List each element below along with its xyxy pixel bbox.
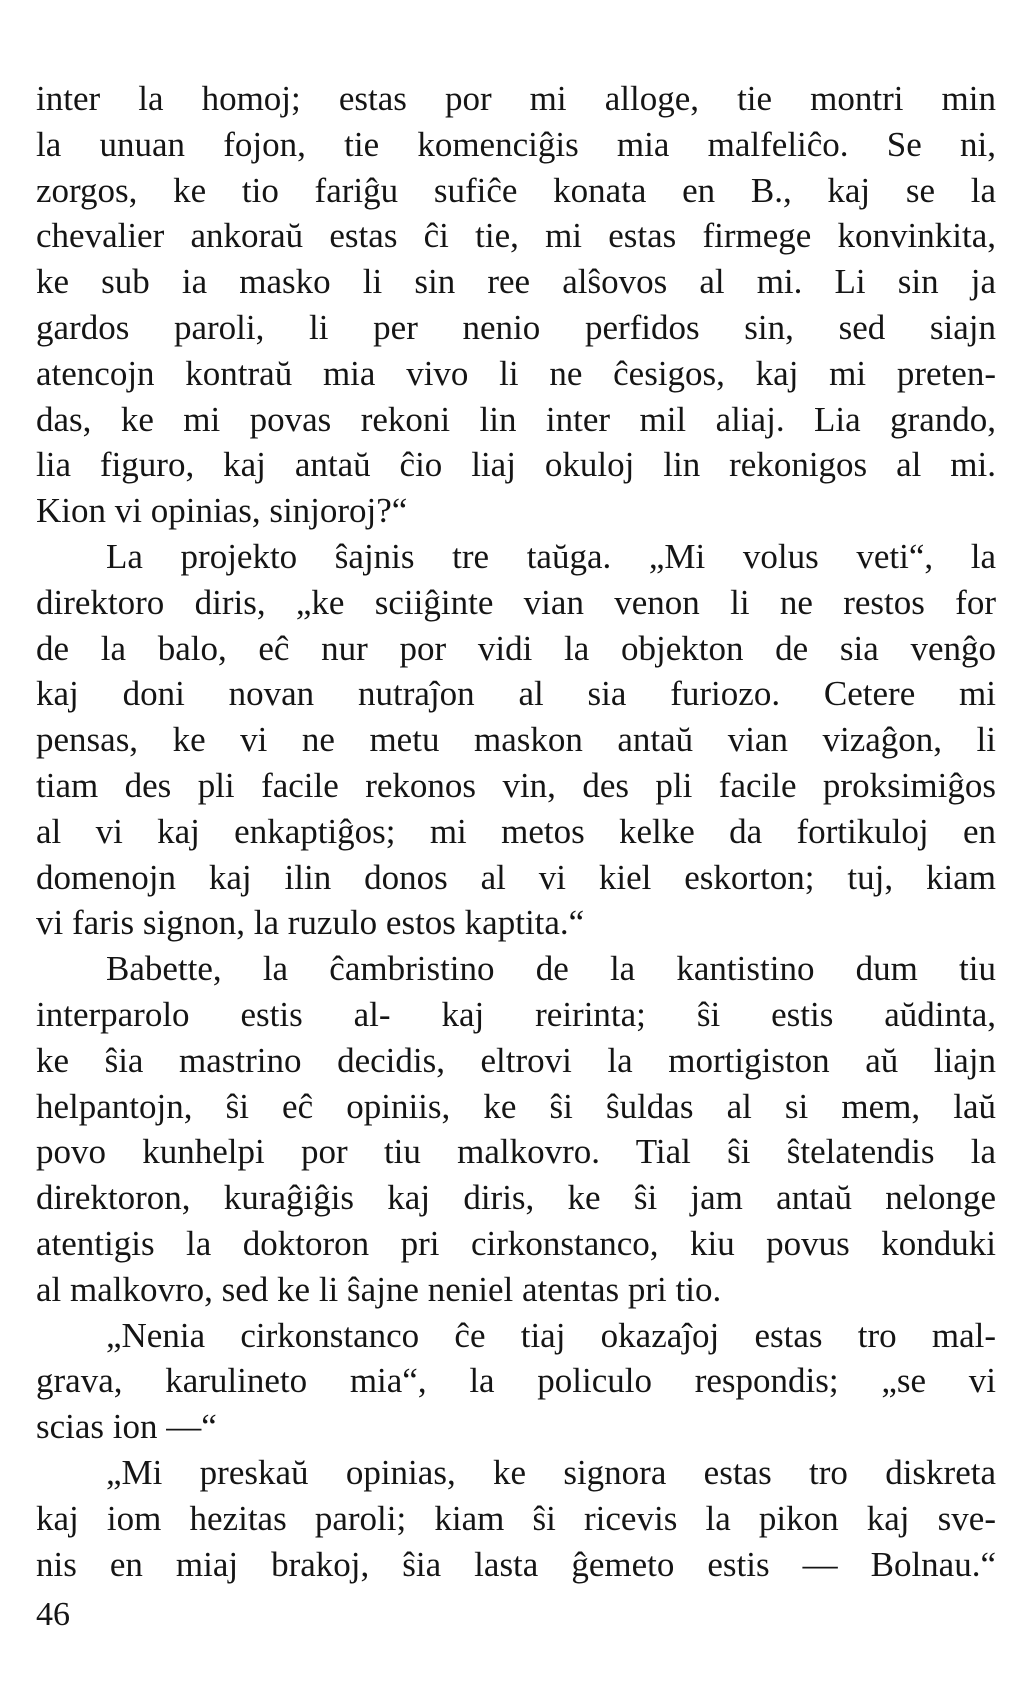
text-line: domenojn kaj ilin donos al vi kiel eskorton; tuj, kiam [36, 857, 996, 897]
text-line: al malkovro, sed ke li ŝajne neniel atentas pri tio. [36, 1269, 722, 1309]
text-line: direktoron, kuraĝiĝis kaj diris, ke ŝi jam antaŭ nelonge [36, 1178, 996, 1218]
text-line: la unuan fojon, tie komenciĝis mia malfeliĉo. Se ni, [36, 124, 996, 164]
text-line: vi faris signon, la ruzulo estos kaptita.“ [36, 903, 585, 943]
text-line: chevalier ankoraŭ estas ĉi tie, mi estas firmege konvinkita, [36, 216, 996, 256]
page-text [36, 76, 996, 1587]
text-line: direktoro diris, „ke sciiĝinte vian venon li ne restos for [36, 582, 996, 622]
text-line: ke sub ia masko li sin ree alŝovos al mi. Li sin ja [36, 262, 996, 302]
text-line: zorgos, ke tio fariĝu sufiĉe konata en B., kaj se la [36, 170, 996, 210]
text-line: Babette, la ĉambristino de la kantistino dum tiu [106, 949, 996, 989]
text-line: helpantojn, ŝi eĉ opiniis, ke ŝi ŝuldas al si mem, laŭ [36, 1086, 996, 1126]
text-line: atentigis la doktoron pri cirkonstanco, kiu povus konduki [36, 1223, 996, 1263]
text-line: ke ŝia mastrino decidis, eltrovi la mortigiston aŭ liajn [36, 1040, 996, 1080]
text-line: La projekto ŝajnis tre taŭga. „Mi volus veti“, la [106, 536, 996, 576]
text-line: atencojn kontraŭ mia vivo li ne ĉesigos, kaj mi preten- [36, 353, 996, 393]
text-line: inter la homoj; estas por mi alloge, tie montri min [36, 79, 996, 118]
text-line: gardos paroli, li per nenio perfidos sin, sed siajn [36, 307, 996, 347]
text-line: Kion vi opinias, sinjoroj?“ [36, 491, 408, 531]
text-line: tiam des pli facile rekonos vin, des pli facile proksimiĝos [36, 765, 996, 805]
text-line: de la balo, eĉ nur por vidi la objekton de sia venĝo [36, 628, 996, 668]
text-line: lia figuro, kaj antaŭ ĉio liaj okuloj lin rekonigos al mi. [36, 445, 996, 485]
text-line: das, ke mi povas rekoni lin inter mil aliaj. Lia grando, [36, 399, 996, 439]
text-line: pensas, ke vi ne metu maskon antaŭ vian vizaĝon, li [36, 720, 996, 760]
page-number: 46 [36, 1596, 70, 1633]
text-line: „Mi preskaŭ opinias, ke signora estas tro diskreta [106, 1452, 996, 1492]
text-line: kaj doni novan nutraĵon al sia furiozo. Cetere mi [36, 674, 996, 714]
text-line: kaj iom hezitas paroli; kiam ŝi ricevis la pikon kaj sve- [36, 1498, 996, 1538]
text-line: al vi kaj enkaptiĝos; mi metos kelke da fortikuloj en [36, 811, 996, 851]
text-line: interparolo estis al- kaj reirinta; ŝi estis aŭdinta, [36, 994, 996, 1034]
text-line: „Nenia cirkonstanco ĉe tiaj okazaĵoj estas tro mal- [106, 1315, 996, 1355]
text-line: scias ion —“ [36, 1407, 217, 1447]
text-line: nis en miaj brakoj, ŝia lasta ĝemeto estis — Bolnau.“ [36, 1544, 996, 1584]
text-line: povo kunhelpi por tiu malkovro. Tial ŝi ŝtelatendis la [36, 1132, 996, 1172]
text-line: grava, karulineto mia“, la policulo respondis; „se vi [36, 1361, 996, 1401]
